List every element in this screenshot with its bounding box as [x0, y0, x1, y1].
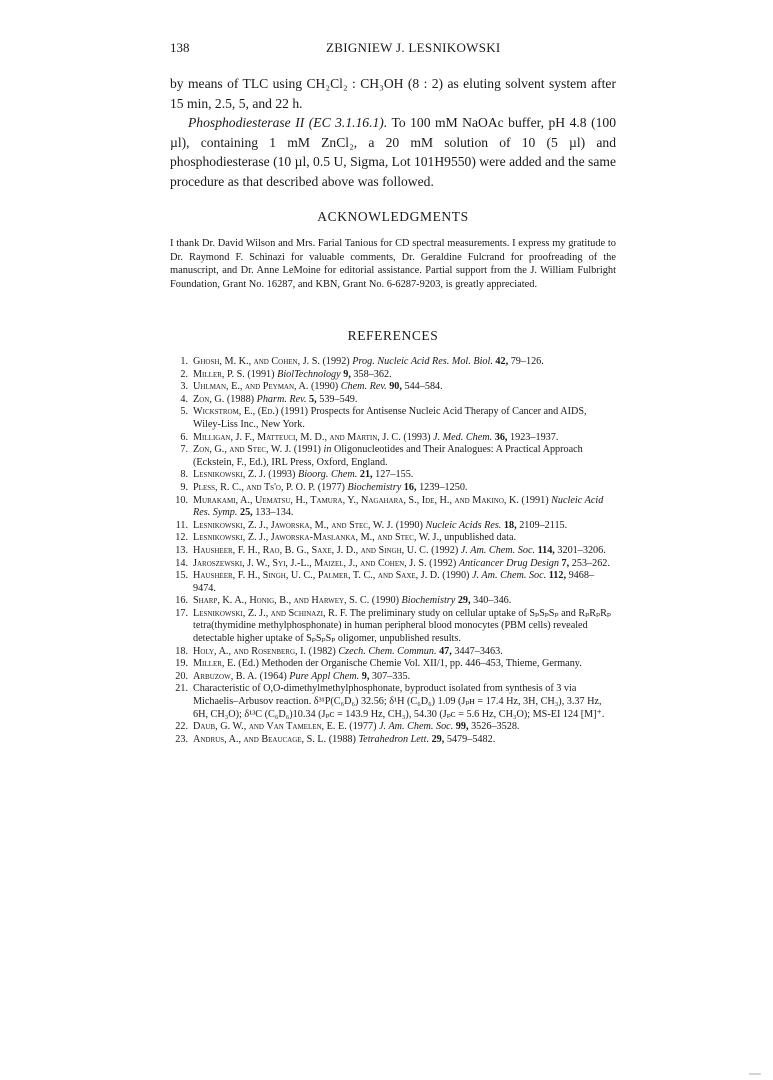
reference-item [170, 545, 616, 558]
reference-pages: 307–335. [369, 670, 411, 682]
reference-number: 4. [180, 393, 188, 405]
reference-authors: Zon, G., and Stec, W. J. [193, 444, 292, 456]
reference-journal: Czech. Chem. Commun. [338, 645, 437, 657]
reference-item [170, 570, 616, 595]
reference-journal: Biochemistry [347, 481, 402, 493]
paragraph-phosphodiesterase [170, 113, 616, 191]
reference-number: 1. [180, 356, 188, 367]
reference-number: 5. [180, 406, 188, 418]
reference-detail: (1991) [291, 444, 324, 456]
reference-number: 12. [175, 532, 188, 544]
reference-journal: Bioorg. Chem. [297, 469, 358, 481]
reference-detail: (1992) [428, 544, 461, 556]
reference-pages: 79–126. [508, 356, 544, 367]
reference-volume: 21, [357, 469, 373, 481]
reference-detail: The preliminary study on cellular uptake of SₚSₚSₚ and RₚRₚRₚ tetra(thymidine methylphosphonate) in human peripheral blood monocytes (PBM cells) revealed detectable higher uptake of SₚSₚSₚ oligomer, unpublished results. [193, 607, 611, 645]
reference-item [170, 646, 616, 659]
reference-number: 23. [175, 733, 188, 745]
reference-authors: Jaroszewski, J. W., Syi, J.-L., Maizel, J., and Cohen, J. S. [193, 557, 427, 569]
reference-pages: Oligonucleotides and Their Analogues: A Practical Approach (Eckstein, F., Ed.), IRL Press, Oxford, England. [193, 444, 583, 468]
paragraph-continuation: by means of TLC using CH₂Cl₂ : CH₃OH (8 : 2) as eluting solvent system after 15 min, 2.5, 5, and 22 h. [170, 76, 616, 111]
reference-volume: 36, [492, 431, 508, 443]
reference-detail: (1991) Prospects for Antisense Nucleic Acid Therapy of Cancer and AIDS, Wiley-Liss Inc., New York. [193, 406, 587, 430]
reference-pages: 9468–9474. [193, 570, 595, 594]
reference-authors: Pless, R. C., and Ts'o, P. O. P. [193, 481, 316, 493]
reference-item [170, 394, 616, 407]
reference-journal: J. Am. Chem. Soc. [471, 570, 547, 582]
page-header [170, 40, 616, 60]
acknowledgments-text: I thank Dr. David Wilson and Mrs. Farial Tanious for CD spectral measurements. I express my gratitude to Dr. Raymond F. Schinazi for valuable comments, Dr. Geraldine Fulcrand for proofreading of the manuscript, and Dr. Anne LeMoine for editorial assistance. Partial support from the J. William Fulbright Foundation, Grant No. 16287, and KBN, Grant No. 6-6287-9203, is greatly appreciated. [170, 238, 616, 290]
reference-detail: (1993) [400, 431, 434, 443]
reference-volume: 99, [453, 721, 469, 733]
reference-journal: Pure Appl Chem. [289, 670, 360, 682]
reference-number: 18. [175, 645, 188, 657]
reference-number: 20. [175, 670, 188, 682]
reference-authors: Ghosh, M. K., and Cohen, J. S. [193, 356, 320, 367]
reference-detail: (1992) [426, 557, 459, 569]
reference-authors: Lesnikowski, Z. J. [193, 469, 266, 481]
reference-detail: , unpublished data. [439, 532, 517, 544]
reference-authors: Wickstrom, E., (Ed.) [193, 406, 279, 418]
reference-detail: Characteristic of O,O-dimethylmethylphosphonate, byproduct isolated from synthesis of 3 via Michaelis–Arbusov reaction. δ³¹P(C₆D₆) 32.56; δ¹H (C₆D₆) 1.09 (Jₚʜ = 17.4 Hz, 3H, CH₃), 3.37 Hz, 6H, CH₃O); δ¹³C (C₆D₆)10.34 (Jₚᴄ = 143.9 Hz, CH₃), 54.30 (Jₚᴄ = 5.6 Hz, CH₃O); MS-EI 124 [M]⁺. [193, 683, 605, 720]
reference-authors: Lesnikowski, Z. J., Jaworska, M., and Stec, W. J. [193, 519, 394, 531]
reference-pages: 358–362. [350, 368, 392, 380]
reference-pages: 340–346. [470, 595, 512, 607]
reference-item [170, 558, 616, 571]
reference-authors: Hausheer, F. H., Rao, B. G., Saxe, J. D., and Singh, U. C. [193, 544, 429, 556]
reference-item [170, 532, 616, 545]
reference-number: 14. [175, 557, 188, 569]
reference-authors: Uhlman, E., and Peyman, A. [193, 381, 309, 393]
reference-authors: Holy, A., and Rosenberg, I. [193, 645, 307, 657]
reference-item [170, 520, 616, 533]
reference-item [170, 608, 616, 646]
reference-item [170, 721, 616, 734]
reference-journal: in [323, 444, 332, 456]
reference-authors: Lesnikowski, Z. J., Jaworska-Maslanka, M., and Stec, W. J. [193, 532, 440, 544]
reference-journal: BiolTechnology [277, 368, 341, 380]
reference-authors: Hausheer, F. H., Singh, U. C., Palmer, T. C., and Saxe, J. D. [193, 570, 440, 582]
reference-journal: Chem. Rev. [340, 381, 387, 393]
reference-volume: 47, [436, 645, 452, 657]
reference-number: 7. [180, 444, 188, 456]
reference-pages: 5479–5482. [444, 733, 496, 745]
reference-volume: 5, [306, 393, 317, 405]
reference-number: 3. [180, 381, 188, 393]
references-heading: REFERENCES [347, 328, 439, 343]
reference-item [170, 356, 616, 369]
reference-authors: Andrus, A., and Beaucage, S. L. [193, 733, 327, 745]
reference-journal: Nucleic Acids Res. [425, 519, 502, 531]
reference-item [170, 671, 616, 684]
reference-authors: Murakami, A., Uematsu, H., Tamura, Y., Nagahara, S., Ide, H., and Makino, K. [193, 494, 519, 506]
reference-pages: 539–549. [316, 393, 358, 405]
reference-number: 17. [175, 607, 188, 619]
reference-item [170, 734, 616, 747]
reference-number: 21. [175, 683, 188, 695]
reference-volume: 25, [237, 507, 253, 519]
reference-number: 16. [175, 595, 188, 607]
page-number: 138 [170, 40, 190, 55]
reference-authors: Arbuzow, B. A. [193, 670, 258, 682]
paragraph-text: To 100 mM NaOAc buffer, pH 4.8 (100 µl), containing 1 mM ZnCl₂, a 20 mM solution of 10 (5 µl) and phosphodiesterase (10 µl, 0.5 U, Sigma, Lot 101H9550) were added and the same procedure as that described above was followed. [170, 115, 616, 189]
reference-detail: (1991) [518, 494, 552, 506]
reference-detail: (1977) [346, 721, 380, 733]
reference-pages: 3201–3206. [554, 544, 606, 556]
running-head: ZBIGNIEW J. LESNIKOWSKI [326, 40, 501, 55]
reference-number: 22. [175, 721, 188, 733]
reference-detail: (1993) [265, 469, 298, 481]
reference-journal: J. Med. Chem. [433, 431, 493, 443]
reference-pages: 1923–1937. [507, 431, 559, 443]
reference-volume: 29, [429, 733, 445, 745]
reference-authors: Miller, E. [193, 658, 236, 670]
reference-detail: (1988) [326, 733, 359, 745]
reference-detail: (1992) [319, 356, 353, 367]
reference-detail: (1982) [306, 645, 339, 657]
reference-item [170, 444, 616, 469]
reference-volume: 16, [401, 481, 417, 493]
body-text [170, 74, 616, 191]
reference-detail: (1990) [439, 570, 472, 582]
reference-pages: 1239–1250. [416, 481, 468, 493]
reference-pages: 2109–2115. [516, 519, 568, 531]
reference-detail: (1964) [257, 670, 290, 682]
acknowledgments-heading: ACKNOWLEDGMENTS [317, 209, 469, 224]
reference-number: 15. [175, 570, 188, 582]
reference-item [170, 406, 616, 431]
reference-item [170, 482, 616, 495]
references-list [170, 356, 616, 746]
reference-item [170, 469, 616, 482]
reference-pages: 133–134. [252, 507, 294, 519]
scan-mark [749, 1073, 761, 1075]
reference-volume: 7, [559, 557, 570, 569]
reference-volume: 42, [492, 356, 509, 367]
reference-volume: 9, [340, 368, 351, 380]
reference-journal: J. Am. Chem. Soc. [379, 721, 454, 733]
reference-volume: 90, [386, 381, 402, 393]
reference-journal: Nucleic Acid Res. Symp. [193, 494, 604, 519]
reference-detail: (1988) [224, 393, 257, 405]
reference-authors: Zon, G. [193, 393, 225, 405]
reference-journal: Biochemistry [401, 595, 456, 607]
reference-volume: 18, [501, 519, 517, 531]
reference-item [170, 369, 616, 382]
reference-authors: Sharp, K. A., Honig, B., and Harwey, S. C. [193, 595, 370, 607]
reference-authors: Miller, P. S. [193, 368, 245, 380]
reference-item [170, 683, 616, 721]
reference-authors: Lesnikowski, Z. J., and Schinazi, R. F. [193, 607, 348, 619]
reference-authors: Milligan, J. F., Matteuci, M. D., and Martin, J. C. [193, 431, 401, 443]
reference-number: 9. [180, 481, 188, 493]
reference-detail: (1991) [244, 368, 278, 380]
reference-journal: J. Am. Chem. Soc. [460, 544, 536, 556]
reference-item [170, 381, 616, 394]
reference-journal: Pharm. Rev. [256, 393, 307, 405]
reference-number: 11. [175, 519, 188, 531]
reference-authors: Daub, G. W., and Van Tamelen, E. E. [193, 721, 347, 733]
reference-journal: Prog. Nucleic Acid Res. Mol. Biol. [352, 356, 493, 367]
reference-number: 2. [180, 368, 188, 380]
reference-detail: (Ed.) Methoden der Organische Chemie Vol. XII/1, pp. 446–453, Thieme, Germany. [235, 658, 582, 670]
paragraph-lead: Phosphodiesterase II (EC 3.1.16.1). [188, 115, 388, 130]
reference-journal: Tetrahedron Lett. [358, 733, 430, 745]
reference-detail: (1990) [308, 381, 341, 393]
reference-volume: 112, [546, 570, 567, 582]
reference-pages: 127–155. [372, 469, 414, 481]
reference-volume: 114, [535, 544, 555, 556]
reference-detail: (1990) [369, 595, 402, 607]
reference-number: 6. [180, 431, 188, 443]
reference-volume: 9, [359, 670, 370, 682]
reference-item [170, 495, 616, 520]
reference-detail: (1990) [393, 519, 426, 531]
reference-pages: 3526–3528. [468, 721, 520, 733]
reference-pages: 3447–3463. [451, 645, 503, 657]
reference-number: 10. [175, 494, 188, 506]
reference-number: 13. [175, 544, 188, 556]
reference-detail: (1977) [315, 481, 348, 493]
reference-journal: Anticancer Drug Design [458, 557, 559, 569]
reference-item [170, 658, 616, 671]
reference-pages: 253–262. [569, 557, 610, 569]
reference-volume: 29, [455, 595, 471, 607]
reference-number: 19. [175, 658, 188, 670]
reference-item [170, 595, 616, 608]
reference-pages: 544–584. [401, 381, 443, 393]
reference-item [170, 432, 616, 445]
reference-number: 8. [180, 469, 188, 481]
